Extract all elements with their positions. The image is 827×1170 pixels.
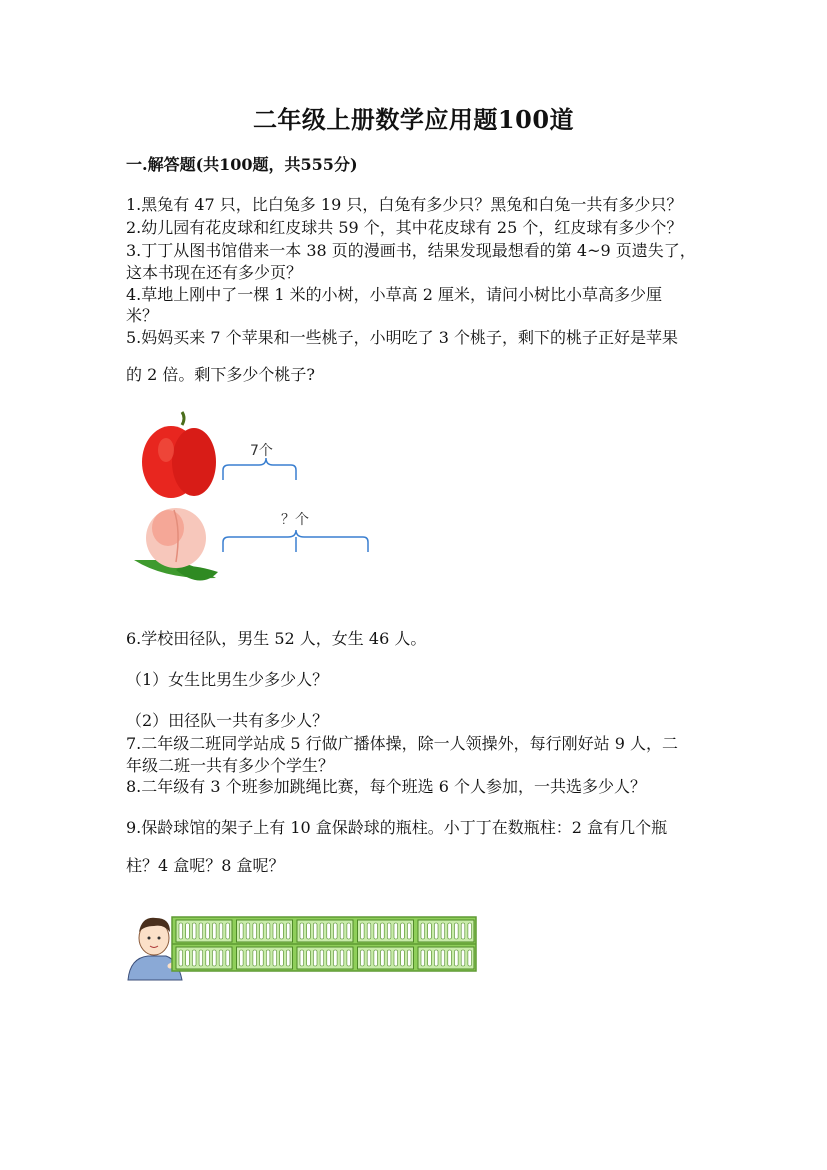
bowling-pin [286, 923, 290, 939]
bowling-pin [246, 950, 250, 966]
bowling-pin [407, 923, 411, 939]
bowling-pin [421, 923, 425, 939]
question-6-part-1: （1）女生比男生少多少人？ [126, 670, 329, 689]
bowling-pin [266, 950, 270, 966]
bowling-pin [361, 923, 365, 939]
bowling-pin [381, 923, 385, 939]
page-title: 二年级上册数学应用题100道 [252, 105, 575, 134]
bowling-pin [461, 923, 465, 939]
bowling-pin [253, 950, 257, 966]
pin-box [176, 920, 232, 942]
pin-box [358, 947, 414, 969]
bowling-pin [367, 950, 371, 966]
bowling-pin [340, 950, 344, 966]
bowling-pin [340, 923, 344, 939]
bowling-pin [199, 923, 203, 939]
bowling-pin [240, 950, 244, 966]
bowling-pin [421, 950, 425, 966]
apple-peach-figure [126, 410, 386, 590]
bowling-pin [387, 950, 391, 966]
bowling-pin [179, 950, 183, 966]
bowling-pin [434, 950, 438, 966]
bowling-pin [192, 950, 196, 966]
bowling-pin [240, 923, 244, 939]
bowling-pins-figure [126, 910, 481, 982]
bowling-pin [226, 950, 230, 966]
bowling-pin [448, 923, 452, 939]
bowling-pin [347, 950, 351, 966]
bowling-pin [327, 950, 331, 966]
bowling-pin [441, 950, 445, 966]
bowling-pin [219, 950, 223, 966]
bowling-pin [361, 950, 365, 966]
question-7-line-1: 7.二年级二班同学站成 5 行做广播体操，除一人领操外，每行刚好站 9 人，二 [126, 734, 678, 753]
bowling-pin [441, 923, 445, 939]
bowling-pin [428, 923, 432, 939]
bowling-pin [226, 923, 230, 939]
pin-box [237, 947, 293, 969]
pin-box [176, 947, 232, 969]
apple-icon [142, 412, 216, 498]
bowling-pin [307, 950, 311, 966]
bowling-pin [206, 923, 210, 939]
bowling-pin [253, 923, 257, 939]
peach-brace [223, 530, 368, 552]
bowling-pin [327, 923, 331, 939]
bowling-pin [434, 923, 438, 939]
bowling-pin [219, 923, 223, 939]
question-3-line-2: 这本书现在还有多少页？ [126, 263, 303, 282]
question-3-line-1: 3.丁丁从图书馆借来一本 38 页的漫画书，结果发现最想看的第 4~9 页遗失了， [126, 241, 696, 260]
bowling-pin [186, 950, 190, 966]
question-6-part-2: （2）田径队一共有多少人？ [126, 711, 329, 730]
bowling-pin [199, 950, 203, 966]
bowling-pin [313, 923, 317, 939]
bowling-pin [260, 923, 264, 939]
bowling-pin [455, 923, 459, 939]
question-8: 8.二年级有 3 个班参加跳绳比赛，每个班选 6 个人参加，一共选多少人？ [126, 777, 646, 796]
bowling-pin [273, 950, 277, 966]
bowling-pin [246, 923, 250, 939]
bowling-pin [186, 923, 190, 939]
bowling-pin [179, 923, 183, 939]
question-5-line-2: 的 2 倍。剩下多少个桃子? [126, 365, 315, 384]
bowling-pin [286, 950, 290, 966]
bowling-pin [280, 923, 284, 939]
bowling-pin [206, 950, 210, 966]
bowling-pin [455, 950, 459, 966]
pin-box [418, 947, 474, 969]
bowling-pin [300, 950, 304, 966]
apple-brace [223, 458, 296, 480]
bowling-pin [468, 950, 472, 966]
bowling-pin [448, 950, 452, 966]
pin-box [358, 920, 414, 942]
bowling-pin [374, 923, 378, 939]
bowling-pin [468, 923, 472, 939]
bowling-pin [401, 950, 405, 966]
bowling-pin [374, 950, 378, 966]
bowling-pin [273, 923, 277, 939]
question-6: 6.学校田径队，男生 52 人，女生 46 人。 [126, 629, 427, 648]
bowling-pin [428, 950, 432, 966]
question-9-line-2: 柱？4 盒呢？8 盒呢？ [126, 856, 285, 875]
pin-box [237, 920, 293, 942]
bowling-pin [381, 950, 385, 966]
bowling-pin [192, 923, 196, 939]
bowling-pin [394, 950, 398, 966]
pin-box [418, 920, 474, 942]
bowling-pin [334, 923, 338, 939]
bowling-pin [320, 950, 324, 966]
apple-count-label: 7个 [250, 443, 273, 459]
pin-box [297, 947, 353, 969]
question-4-line-2: 米？ [126, 306, 159, 325]
question-7-line-2: 年级二班一共有多少个学生？ [126, 756, 335, 775]
pin-box [297, 920, 353, 942]
peach-count-label: ？个 [281, 512, 309, 528]
bowling-pin [307, 923, 311, 939]
bowling-pin [266, 923, 270, 939]
question-1: 1.黑兔有 47 只，比白兔多 19 只，白兔有多少只？黑兔和白兔一共有多少只？ [126, 195, 683, 214]
bowling-pin [213, 923, 217, 939]
bowling-pin [320, 923, 324, 939]
bowling-pin [401, 923, 405, 939]
bowling-pin [300, 923, 304, 939]
bowling-pin [407, 950, 411, 966]
question-4-line-1: 4.草地上刚中了一棵 1 米的小树，小草高 2 厘米，请问小树比小草高多少厘 [126, 285, 662, 304]
bowling-pin [367, 923, 371, 939]
bowling-pin [334, 950, 338, 966]
bowling-pin [213, 950, 217, 966]
bowling-pin [347, 923, 351, 939]
bowling-pin [394, 923, 398, 939]
peach-icon [134, 508, 218, 581]
bowling-pin [280, 950, 284, 966]
bowling-pin [387, 923, 391, 939]
bowling-pin [313, 950, 317, 966]
bowling-pin [260, 950, 264, 966]
question-5-line-1: 5.妈妈买来 7 个苹果和一些桃子，小明吃了 3 个桃子，剩下的桃子正好是苹果 [126, 328, 678, 347]
section-heading: 一.解答题(共100题，共555分) [126, 155, 358, 174]
bowling-pin [461, 950, 465, 966]
question-9-line-1: 9.保龄球馆的架子上有 10 盒保龄球的瓶柱。小丁丁在数瓶柱：2 盒有几个瓶 [126, 818, 668, 837]
question-2: 2.幼儿园有花皮球和红皮球共 59 个，其中花皮球有 25 个，红皮球有多少个？ [126, 218, 683, 237]
